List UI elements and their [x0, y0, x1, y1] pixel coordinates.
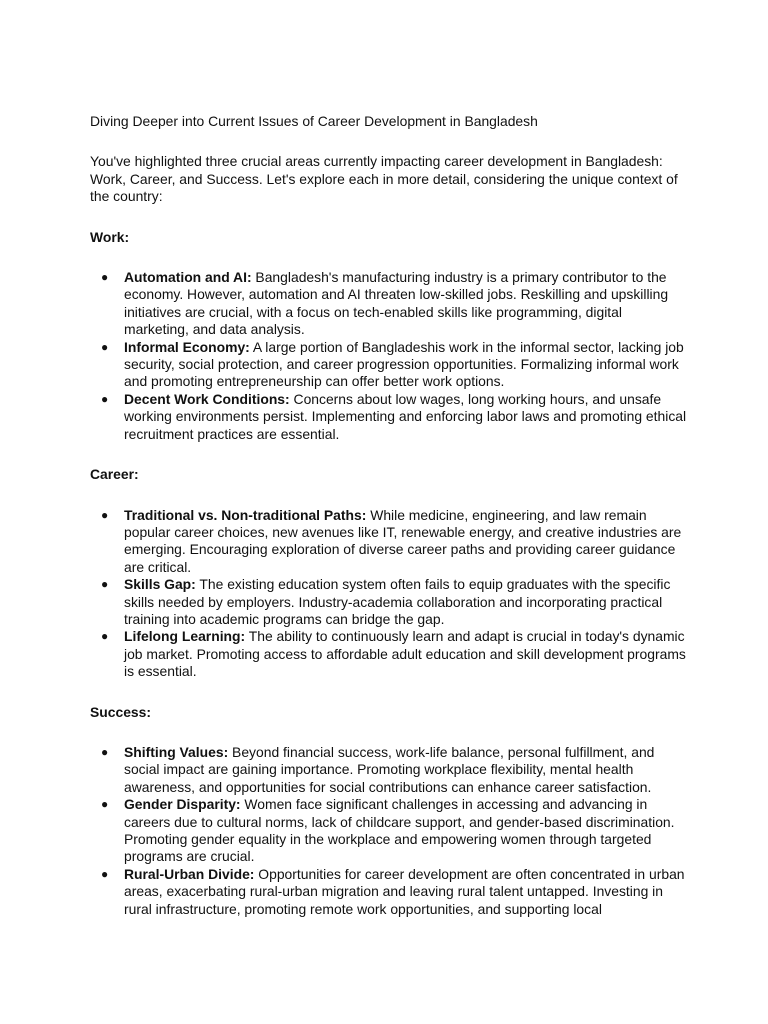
item-text: Bangladesh's manufacturing industry is a primary contributor to the economy. However, automation and AI threaten low-skilled jobs. Reskilling and upskilling initiatives are crucial, with a focus on tech-enabled skills like programming, digital marketing, and data analysis. [124, 269, 669, 338]
section-heading-career: Career: [90, 466, 139, 483]
document-title: Diving Deeper into Current Issues of Career Development in Bangladesh [90, 113, 538, 129]
item-text: Beyond financial success, work-life balance, personal fulfillment, and social impact are gaining importance. Promoting workplace flexibility, mental health awareness, and opportunities for social contributions can enhance career satisfaction. [124, 743, 655, 795]
bullet-icon: ● [101, 507, 109, 522]
list-item [90, 744, 690, 796]
bullet-icon: ● [101, 866, 109, 881]
item-text: Concerns about low wages, long working hours, and unsafe working environments persist. Implementing and enforcing labor laws and promoting ethical recruitment practices are essential. [124, 390, 687, 442]
work-list [90, 269, 690, 443]
item-text: Opportunities for career development are often concentrated in urban areas, exacerbating rural-urban migration and leaving rural talent untapped. Investing in rural infrastructure, promoting remote work opportunities, and supporting local [124, 865, 685, 917]
item-term: Traditional vs. Non-traditional Paths: [124, 506, 367, 523]
list-item [90, 796, 690, 866]
section-heading-work: Work: [90, 228, 130, 245]
document-page [90, 113, 690, 941]
intro-paragraph: You've highlighted three crucial areas currently impacting career development in Bangladesh: Work, Career, and Success. Let's explore each in more detail, considering the unique context of the country: [90, 153, 678, 205]
list-item [90, 576, 690, 628]
bullet-icon: ● [101, 744, 109, 759]
bullet-icon: ● [101, 339, 109, 354]
list-item [90, 391, 690, 443]
bullet-icon: ● [101, 629, 109, 644]
item-term: Lifelong Learning: [124, 628, 246, 645]
list-item [90, 339, 690, 391]
item-term: Skills Gap: [124, 576, 196, 593]
item-text: Women face significant challenges in accessing and advancing in careers due to cultural norms, lack of childcare support, and gender-based discrimination. Promoting gender equality in the workplace and empowering women through targeted programs are crucial. [124, 796, 675, 865]
career-list [90, 507, 690, 681]
list-item [90, 507, 690, 577]
list-item [90, 866, 690, 918]
success-list [90, 744, 690, 918]
bullet-icon: ● [101, 577, 109, 592]
item-term: Rural-Urban Divide: [124, 865, 255, 882]
item-term: Informal Economy: [124, 338, 250, 355]
section-heading-success: Success: [90, 703, 152, 720]
bullet-icon: ● [101, 391, 109, 406]
item-term: Automation and AI: [124, 269, 252, 286]
section-success [90, 704, 690, 918]
item-term: Shifting Values: [124, 743, 229, 760]
item-text: The ability to continuously learn and adapt is crucial in today's dynamic job market. Promoting access to affordable adult education and skill development programs is essential. [124, 628, 686, 680]
list-item [90, 628, 690, 680]
item-text: The existing education system often fails to equip graduates with the specific skills needed by employers. Industry-academia collaboration and incorporating practical training into academic programs can bridge the gap. [124, 576, 671, 627]
section-work [90, 229, 690, 443]
list-item [90, 269, 690, 339]
bullet-icon: ● [101, 797, 109, 812]
item-term: Decent Work Conditions: [124, 390, 290, 407]
item-term: Gender Disparity: [124, 796, 241, 813]
item-text: While medicine, engineering, and law remain popular career choices, new avenues like IT, renewable energy, and creative industries are emerging. Encouraging exploration of diverse career paths and providing career guidance are critical. [124, 506, 682, 575]
bullet-icon: ● [101, 270, 109, 285]
section-career [90, 466, 690, 680]
item-text: A large portion of Bangladeshis work in the informal sector, lacking job security, social protection, and career progression opportunities. Formalizing informal work and promoting entrepreneurship can offer better work options. [124, 338, 684, 390]
